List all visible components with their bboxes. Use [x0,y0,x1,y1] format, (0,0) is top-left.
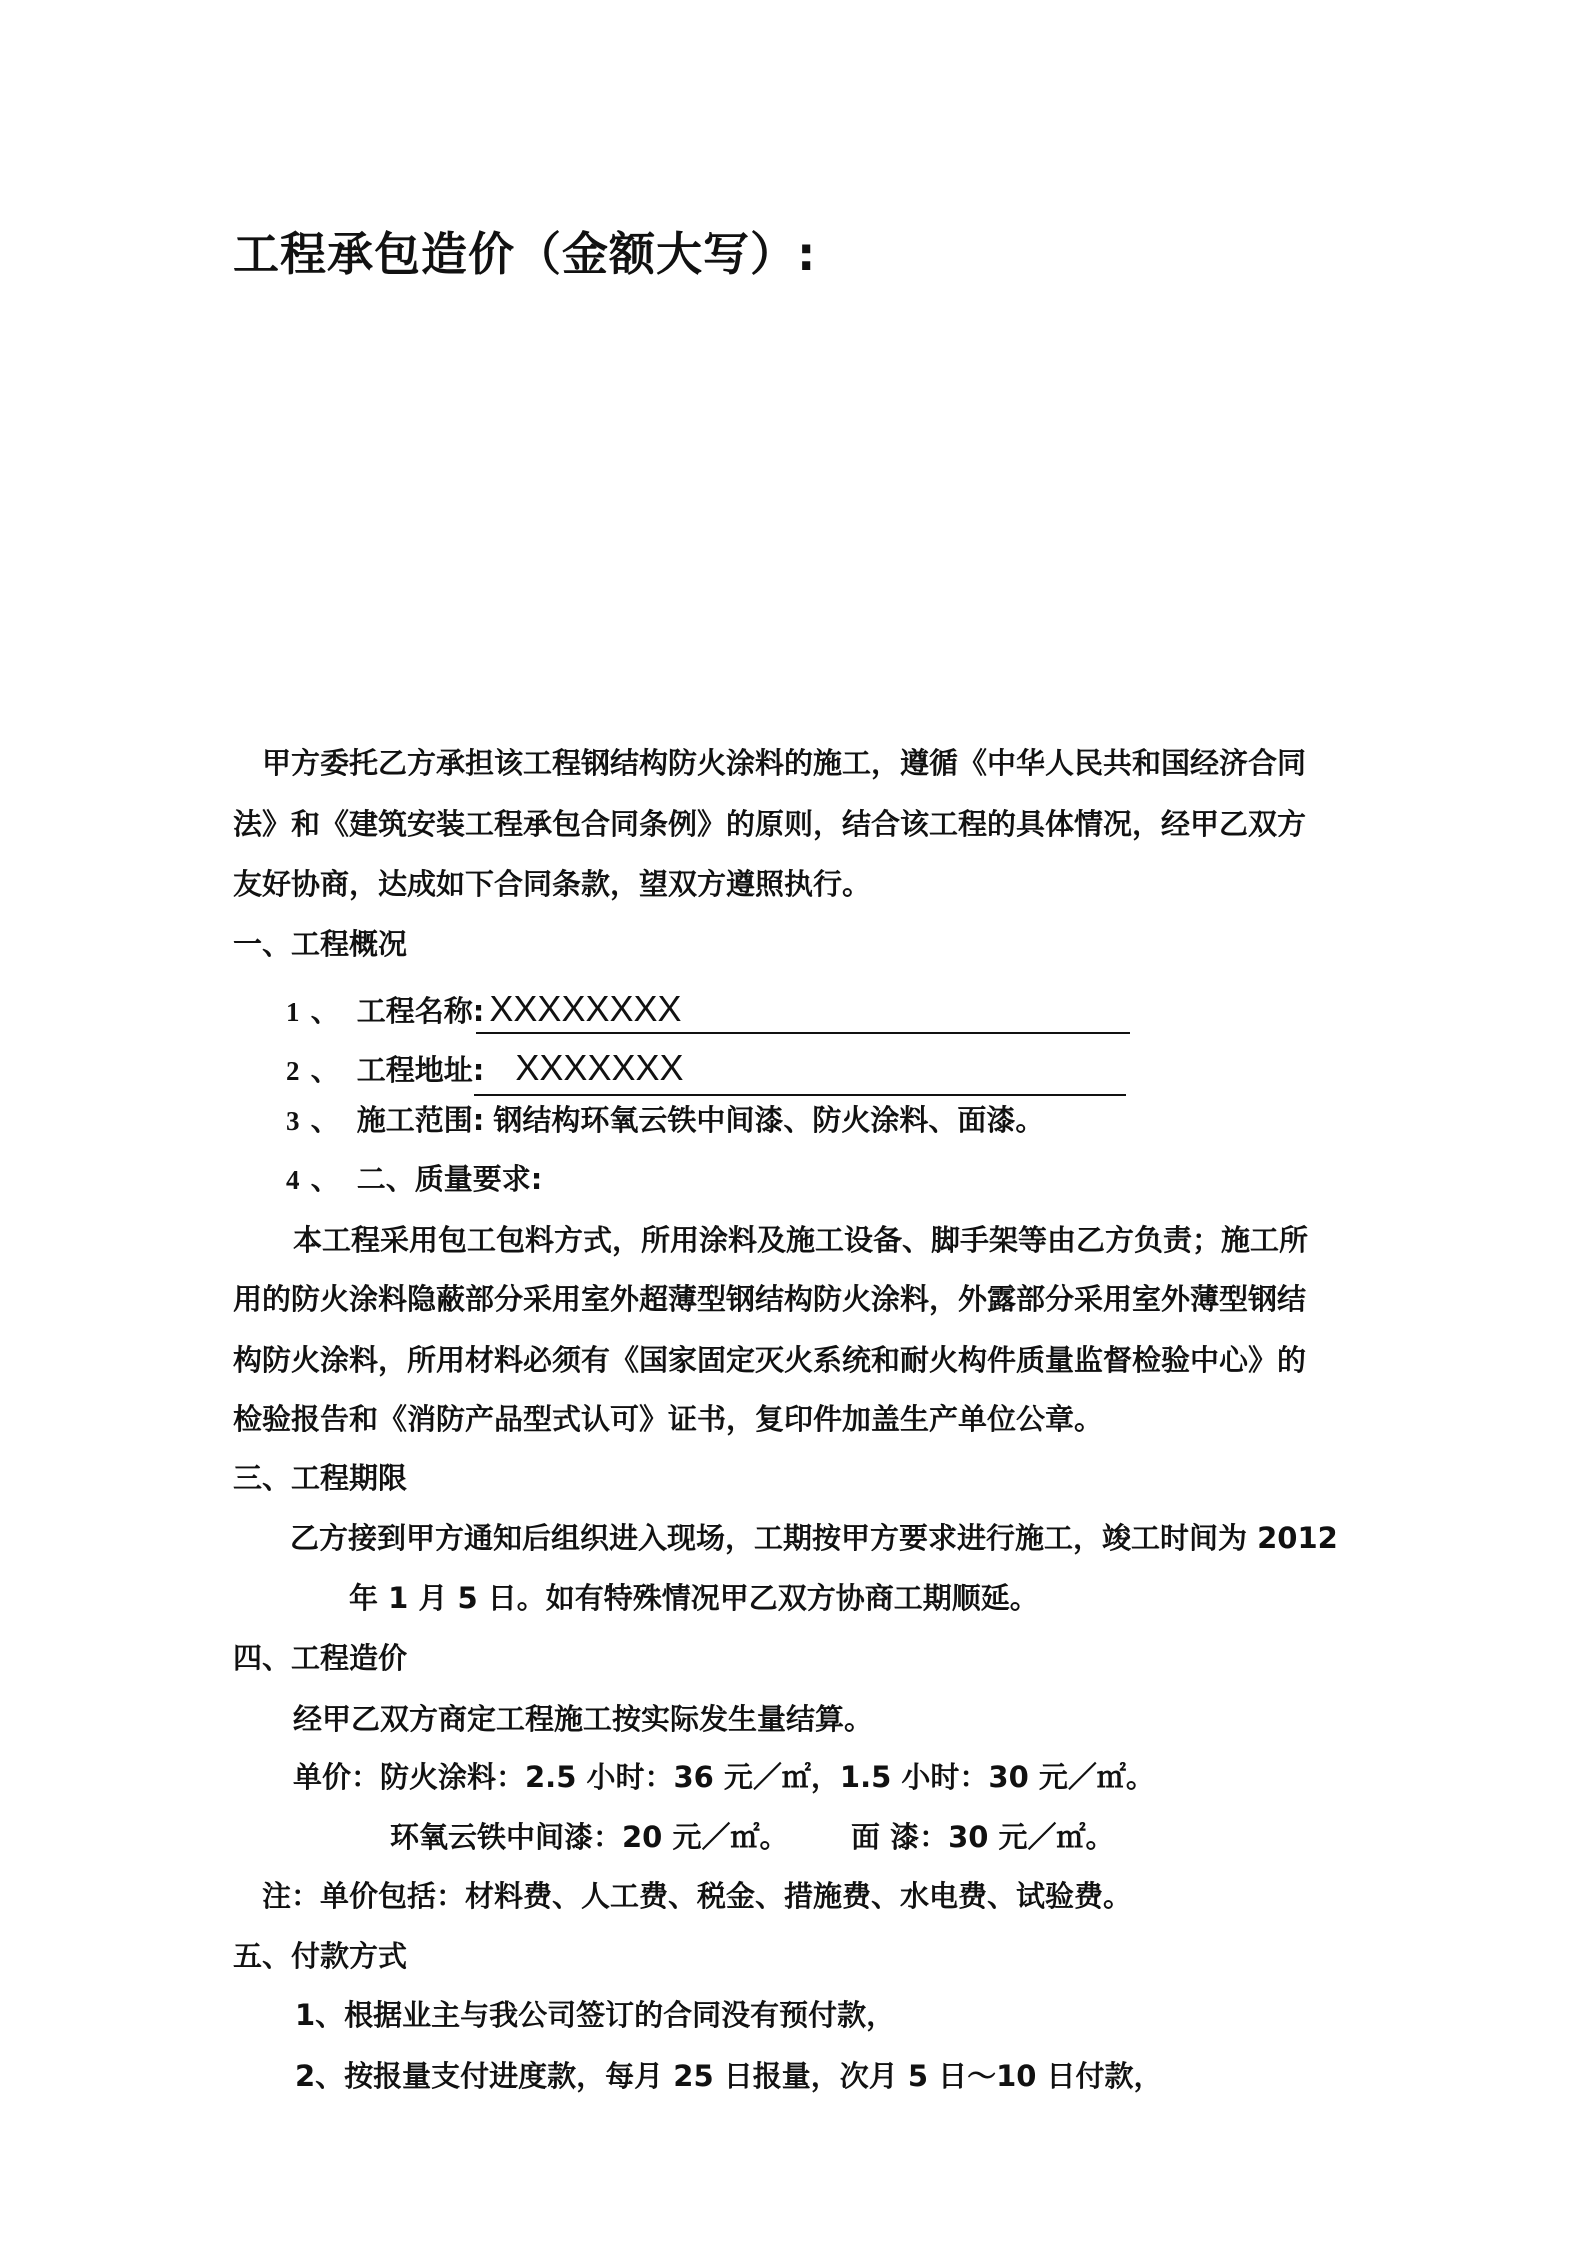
payment-item-1: 1、根据业主与我公司签订的合同没有预付款， [295,1998,896,2032]
project-address-underline [474,1094,1126,1096]
quality-line-1: 本工程采用包工包料方式，所用涂料及施工设备、脚手架等由乙方负责；施工所 [293,1223,1309,1257]
unit-price-line-2-mio: 环氧云铁中间漆：20 元／㎡。 [390,1820,789,1854]
unit-price-note: 注：单价包括：材料费、人工费、税金、措施费、水电费、试验费。 [262,1879,1133,1913]
section-3-title: 三、工程期限 [233,1461,408,1495]
intro-line-2: 法》和《建筑安装工程承包合同条例》的原则，结合该工程的具体情况，经甲乙双方 [233,807,1307,841]
contract-price-heading: 工程承包造价（金额大写）: [233,227,817,281]
quality-requirement-row [286,1157,542,1198]
payment-item-2: 2、按报量支付进度款，每月 25 日报量，次月 5 日～10 日付款， [295,2059,1163,2093]
settlement-line: 经甲乙双方商定工程施工按实际发生量结算。 [293,1702,874,1736]
construction-scope-row [286,1098,1044,1139]
project-name-row [286,988,682,1030]
duration-line-1: 乙方接到甲方通知后组织进入现场，工期按甲方要求进行施工，竣工时间为 2012 [290,1521,1338,1555]
quality-line-2: 用的防火涂料隐蔽部分采用室外超薄型钢结构防火涂料，外露部分采用室外薄型钢结 [233,1282,1307,1316]
project-address-row [286,1047,684,1089]
project-name-underline [476,1032,1130,1034]
project-address-value: XXXXXXX [515,1047,684,1088]
project-name-label: 工程名称: [356,994,485,1028]
unit-price-line-1: 单价：防火涂料：2.5 小时：36 元／㎡，1.5 小时：30 元／㎡。 [293,1760,1155,1794]
item-sep: 、 [310,994,340,1028]
section-4-title: 四、工程造价 [233,1641,408,1675]
intro-line-3: 友好协商，达成如下合同条款，望双方遵照执行。 [233,867,872,901]
construction-scope-label: 施工范围: [356,1103,485,1137]
quality-line-4: 检验报告和《消防产品型式认可》证书，复印件加盖生产单位公章。 [233,1402,1104,1436]
item-sep: 、 [310,1162,340,1196]
item-sep: 、 [310,1053,340,1087]
quality-line-3: 构防火涂料，所用材料必须有《国家固定灭火系统和耐火构件质量监督检验中心》的 [233,1343,1307,1377]
project-name-value: XXXXXXXX [489,988,682,1029]
item-sep: 、 [310,1103,340,1137]
item-number: 1 [286,997,300,1027]
unit-price-line-2-topcoat: 面 漆：30 元／㎡。 [851,1820,1115,1854]
item-number: 4 [286,1165,300,1195]
project-address-label: 工程地址: [356,1053,485,1087]
quality-requirement-label: 二、质量要求: [356,1162,543,1196]
section-1-title: 一、工程概况 [233,927,408,961]
item-number: 3 [286,1106,300,1136]
intro-line-1: 甲方委托乙方承担该工程钢结构防火涂料的施工，遵循《中华人民共和国经济合同 [262,746,1307,780]
item-number: 2 [286,1056,300,1086]
duration-line-2: 年 1 月 5 日。如有特殊情况甲乙双方协商工期顺延。 [349,1581,1039,1615]
section-5-title: 五、付款方式 [233,1939,408,1973]
construction-scope-value: 钢结构环氧云铁中间漆、防火涂料、面漆。 [493,1103,1045,1137]
